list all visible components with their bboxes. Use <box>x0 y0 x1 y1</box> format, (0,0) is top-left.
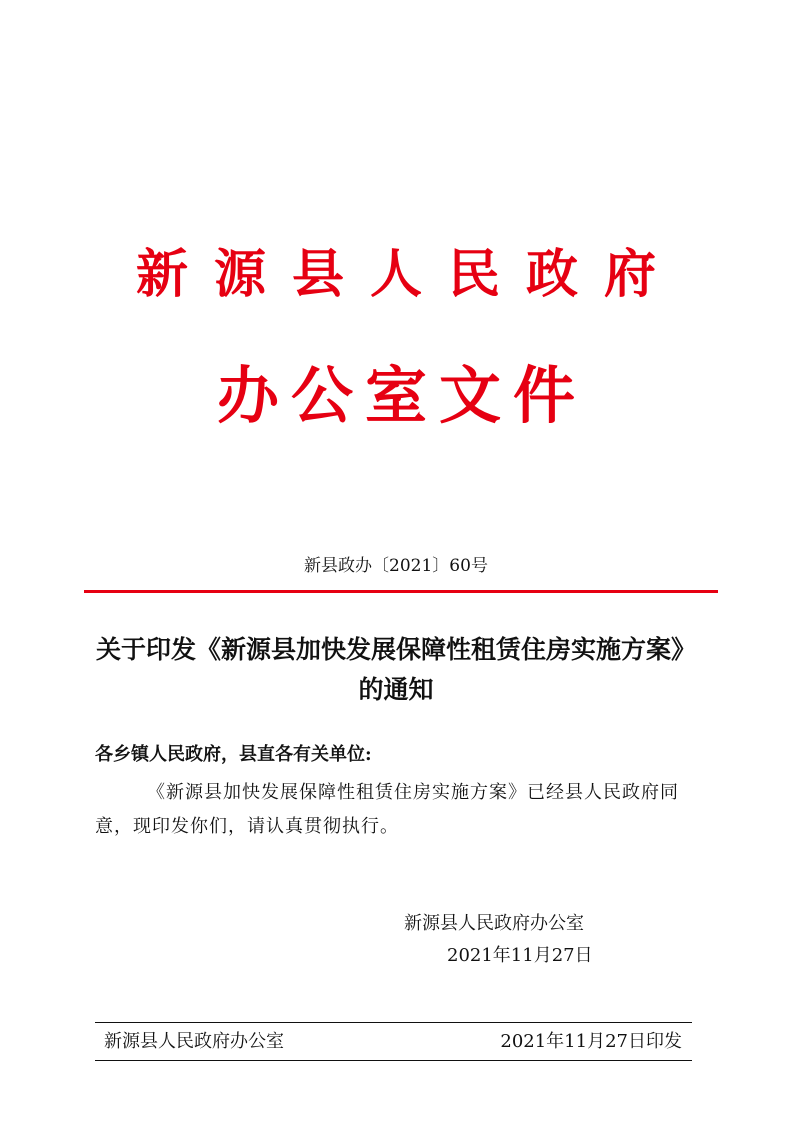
footer-print-date: 2021年11月27日印发 <box>500 1031 682 1052</box>
issuing-authority-header: 新源县人民政府 <box>135 244 682 305</box>
footer-organization: 新源县人民政府办公室 <box>104 1031 284 1052</box>
addressee-line: 各乡镇人民政府，县直各有关单位: <box>95 744 372 765</box>
footer-bottom-rule <box>95 1060 692 1061</box>
document-number: 新县政办〔2021〕60号 <box>304 556 488 576</box>
signature-date: 2021年11月27日 <box>447 945 593 966</box>
document-type-header: 办公室文件 <box>216 359 587 432</box>
footer-top-rule <box>95 1022 692 1023</box>
document-title: 关于印发《新源县加快发展保障性租赁住房实施方案》的通知 <box>95 635 696 704</box>
signature-issuer: 新源县人民政府办公室 <box>404 913 584 934</box>
body-paragraph: 《新源县加快发展保障性租赁住房实施方案》已经县人民政府同意，现印发你们，请认真贯彻执行。 <box>95 782 679 837</box>
red-divider-line <box>84 590 718 593</box>
